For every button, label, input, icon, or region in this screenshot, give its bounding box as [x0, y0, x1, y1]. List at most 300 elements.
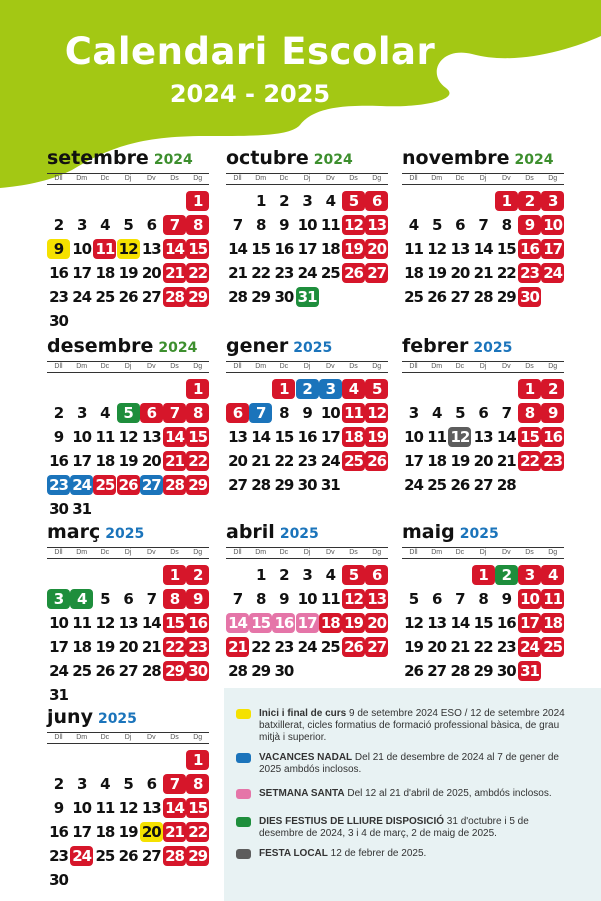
weekday-label: Dll [233, 363, 242, 370]
day-cell: 19 [427, 264, 447, 282]
day-cell: 20 [427, 638, 447, 656]
day-cell: 12 [365, 403, 388, 423]
month-maig [402, 521, 564, 709]
day-cell: 17 [72, 264, 92, 282]
day-cell: 25 [541, 637, 564, 657]
month-name: setembre [47, 147, 149, 169]
weekday-label: Dm [431, 363, 443, 370]
day-cell: 17 [404, 452, 423, 470]
weekday-label: Ds [170, 175, 179, 182]
day-cell: 7 [478, 216, 488, 234]
legend-description: 12 de febrer de 2025. [327, 848, 427, 859]
day-cell: 9 [518, 215, 541, 235]
days-grid [226, 185, 388, 335]
day-cell: 26 [365, 451, 388, 471]
month-header [226, 521, 388, 545]
day-cell: 13 [365, 215, 388, 235]
day-cell: 12 [404, 614, 423, 632]
day-cell: 6 [455, 216, 465, 234]
weekday-label: Dj [479, 363, 487, 370]
day-cell: 24 [404, 476, 423, 494]
legend-text [259, 816, 572, 840]
day-cell: 4 [100, 404, 110, 422]
day-cell: 21 [228, 264, 247, 282]
month-name: abril [226, 521, 275, 543]
day-cell: 19 [118, 264, 138, 282]
day-cell: 6 [431, 590, 442, 608]
day-cell: 26 [404, 662, 423, 680]
day-cell: 26 [450, 476, 470, 494]
weekday-label: Dj [479, 175, 487, 182]
month-header [47, 706, 209, 730]
day-cell: 13 [141, 428, 161, 446]
day-cell: 29 [473, 662, 493, 680]
month-juny [47, 706, 209, 894]
day-cell: 30 [49, 871, 68, 889]
month-header [402, 147, 564, 171]
day-cell: 7 [232, 216, 243, 234]
day-cell: 27 [118, 662, 138, 680]
days-grid [402, 373, 564, 523]
day-cell: 6 [146, 775, 157, 793]
day-cell: 22 [163, 637, 186, 657]
weekday-label: Dc [279, 363, 289, 370]
day-cell: 8 [163, 589, 186, 609]
day-cell: 28 [141, 662, 161, 680]
day-cell: 3 [76, 775, 87, 793]
day-cell: 3 [76, 404, 87, 422]
day-cell: 16 [49, 452, 68, 470]
day-cell: 27 [141, 847, 161, 865]
weekday-header [402, 173, 564, 185]
day-cell: 29 [251, 662, 271, 680]
day-cell: 30 [518, 287, 541, 307]
day-cell: 10 [541, 215, 564, 235]
day-cell: 26 [118, 847, 138, 865]
day-cell: 6 [478, 404, 488, 422]
day-cell: 24 [297, 264, 317, 282]
day-cell: 25 [93, 475, 116, 495]
day-cell: 3 [408, 404, 419, 422]
day-cell: 12 [448, 427, 471, 447]
day-cell: 19 [404, 638, 423, 656]
day-cell: 19 [118, 823, 138, 841]
weekday-label: Dv [147, 549, 156, 556]
day-cell: 6 [226, 403, 249, 423]
day-cell: 27 [427, 662, 447, 680]
legend-swatch [236, 709, 251, 719]
month-year: 2025 [293, 340, 333, 356]
weekday-label: Dj [479, 549, 487, 556]
day-cell: 28 [163, 846, 186, 866]
day-cell: 17 [72, 823, 92, 841]
weekday-label: Dj [124, 549, 132, 556]
day-cell: 30 [274, 288, 294, 306]
day-cell: 12 [342, 589, 365, 609]
day-cell: 20 [141, 264, 161, 282]
day-cell: 1 [518, 379, 541, 399]
day-cell: 21 [226, 637, 249, 657]
legend-item [236, 816, 572, 840]
day-cell: 5 [408, 590, 419, 608]
day-cell: 8 [186, 215, 209, 235]
day-cell: 23 [541, 451, 564, 471]
day-cell: 10 [72, 799, 92, 817]
day-cell: 25 [342, 451, 365, 471]
weekday-label: Dll [233, 175, 242, 182]
month-name: març [47, 521, 101, 543]
day-cell: 16 [496, 614, 516, 632]
day-cell: 9 [186, 589, 209, 609]
day-cell: 20 [228, 452, 247, 470]
weekday-label: Ds [525, 363, 534, 370]
legend-text [259, 752, 572, 776]
day-cell: 20 [141, 452, 161, 470]
weekday-label: Dg [548, 363, 558, 370]
day-cell: 18 [404, 264, 423, 282]
day-cell: 24 [297, 638, 317, 656]
legend-title: FESTA LOCAL [259, 848, 328, 859]
day-cell: 13 [141, 240, 161, 258]
weekday-label: Dv [326, 175, 335, 182]
day-cell: 8 [518, 403, 541, 423]
month-febrer [402, 335, 564, 523]
weekday-label: Dg [193, 363, 203, 370]
days-grid [402, 559, 564, 709]
day-cell: 27 [450, 288, 470, 306]
day-cell: 7 [163, 215, 186, 235]
day-cell: 2 [279, 566, 289, 584]
day-cell: 3 [302, 566, 312, 584]
month-gener [226, 335, 388, 523]
weekday-label: Dll [409, 549, 418, 556]
weekday-header [47, 547, 209, 559]
weekday-label: Dg [193, 175, 203, 182]
weekday-label: Dj [124, 734, 132, 741]
weekday-label: Dv [147, 175, 156, 182]
day-cell: 18 [342, 427, 365, 447]
day-cell: 9 [53, 799, 64, 817]
day-cell: 15 [473, 614, 493, 632]
page-title: Calendari Escolar [64, 30, 436, 73]
weekday-label: Dj [124, 175, 132, 182]
day-cell: 12 [118, 799, 138, 817]
day-cell: 23 [49, 847, 68, 865]
day-cell: 5 [342, 191, 365, 211]
day-cell: 12 [427, 240, 447, 258]
day-cell: 15 [186, 798, 209, 818]
day-cell: 30 [274, 662, 294, 680]
day-cell: 2 [541, 379, 564, 399]
day-cell: 11 [320, 216, 340, 234]
day-cell: 5 [342, 565, 365, 585]
day-cell: 29 [186, 287, 209, 307]
weekday-label: Dg [193, 734, 203, 741]
day-cell: 27 [141, 288, 161, 306]
day-cell: 20 [140, 822, 163, 842]
weekday-label: Dll [409, 363, 418, 370]
day-cell: 27 [365, 263, 388, 283]
day-cell: 29 [163, 661, 186, 681]
day-cell: 21 [450, 638, 470, 656]
day-cell: 15 [163, 613, 186, 633]
day-cell: 30 [496, 662, 516, 680]
day-cell: 20 [365, 239, 388, 259]
weekday-label: Dm [431, 549, 443, 556]
day-cell: 7 [232, 590, 243, 608]
day-cell: 25 [72, 662, 92, 680]
month-setembre [47, 147, 209, 335]
day-cell: 20 [450, 264, 470, 282]
day-cell: 9 [302, 404, 312, 422]
days-grid [402, 185, 564, 335]
weekday-label: Dv [502, 363, 511, 370]
days-grid [226, 559, 388, 709]
month-name: gener [226, 335, 289, 357]
day-cell: 19 [118, 452, 138, 470]
month-year: 2024 [153, 152, 193, 168]
day-cell: 31 [296, 287, 319, 307]
weekday-label: Dg [372, 363, 382, 370]
day-cell: 26 [118, 288, 138, 306]
day-cell: 14 [163, 798, 186, 818]
weekday-header [226, 173, 388, 185]
day-cell: 17 [297, 240, 317, 258]
day-cell: 16 [274, 240, 294, 258]
month-year: 2025 [279, 526, 319, 542]
month-octubre [226, 147, 388, 335]
weekday-label: Dg [548, 175, 558, 182]
day-cell: 2 [279, 192, 289, 210]
day-cell: 12 [118, 428, 138, 446]
month-header [226, 335, 388, 359]
day-cell: 31 [320, 476, 340, 494]
day-cell: 28 [228, 288, 247, 306]
weekday-label: Dm [255, 363, 267, 370]
weekday-label: Dll [54, 549, 63, 556]
day-cell: 28 [163, 475, 186, 495]
day-cell: 24 [70, 475, 93, 495]
month-year: 2024 [514, 152, 554, 168]
day-cell: 23 [274, 638, 294, 656]
day-cell: 23 [186, 637, 209, 657]
legend-swatch [236, 849, 251, 859]
day-cell: 30 [186, 661, 209, 681]
day-cell: 14 [251, 428, 271, 446]
weekday-label: Dc [455, 175, 465, 182]
day-cell: 13 [365, 589, 388, 609]
weekday-label: Dm [76, 363, 88, 370]
day-cell: 1 [186, 750, 209, 770]
legend-panel [224, 688, 601, 901]
day-cell: 15 [249, 613, 272, 633]
day-cell: 24 [320, 452, 340, 470]
weekday-label: Dj [124, 363, 132, 370]
weekday-label: Dg [548, 549, 558, 556]
day-cell: 22 [274, 452, 294, 470]
legend-text [259, 848, 572, 860]
weekday-label: Dc [100, 549, 110, 556]
day-cell: 11 [95, 799, 115, 817]
weekday-header [47, 732, 209, 744]
month-abril [226, 521, 388, 709]
day-cell: 19 [365, 427, 388, 447]
day-cell: 5 [123, 775, 133, 793]
day-cell: 14 [226, 613, 249, 633]
day-cell: 8 [255, 216, 266, 234]
day-cell: 16 [272, 613, 295, 633]
day-cell: 10 [72, 240, 92, 258]
month-year: 2025 [105, 526, 145, 542]
day-cell: 17 [541, 239, 564, 259]
month-header [402, 335, 564, 359]
day-cell: 9 [47, 239, 70, 259]
month-name: octubre [226, 147, 309, 169]
day-cell: 16 [297, 428, 317, 446]
day-cell: 27 [140, 475, 163, 495]
day-cell: 22 [251, 638, 271, 656]
day-cell: 26 [342, 263, 365, 283]
legend-item [236, 788, 572, 800]
day-cell: 13 [228, 428, 247, 446]
legend-title: SETMANA SANTA [259, 788, 345, 799]
day-cell: 11 [342, 403, 365, 423]
day-cell: 25 [95, 288, 115, 306]
day-cell: 13 [118, 614, 138, 632]
day-cell: 25 [427, 476, 447, 494]
day-cell: 17 [296, 613, 319, 633]
day-cell: 21 [473, 264, 493, 282]
day-cell: 22 [186, 451, 209, 471]
legend-item [236, 752, 572, 776]
day-cell: 14 [473, 240, 493, 258]
weekday-label: Ds [349, 363, 358, 370]
weekday-label: Dm [76, 549, 88, 556]
legend-description: Del 12 al 21 d'abril de 2025, ambdós inclosos. [344, 788, 552, 799]
day-cell: 15 [186, 239, 209, 259]
day-cell: 30 [297, 476, 317, 494]
day-cell: 31 [518, 661, 541, 681]
day-cell: 12 [117, 239, 140, 259]
day-cell: 15 [186, 427, 209, 447]
month-header [47, 147, 209, 171]
day-cell: 25 [320, 638, 340, 656]
day-cell: 14 [163, 239, 186, 259]
day-cell: 21 [251, 452, 271, 470]
day-cell: 19 [342, 239, 365, 259]
day-cell: 24 [541, 263, 564, 283]
day-cell: 5 [100, 590, 110, 608]
weekday-label: Ds [525, 175, 534, 182]
day-cell: 18 [95, 823, 115, 841]
day-cell: 4 [100, 775, 110, 793]
day-cell: 2 [518, 191, 541, 211]
day-cell: 2 [53, 404, 64, 422]
day-cell: 4 [342, 379, 365, 399]
day-cell: 19 [450, 452, 470, 470]
day-cell: 31 [49, 686, 68, 704]
weekday-header [226, 547, 388, 559]
weekday-label: Dv [326, 363, 335, 370]
weekday-label: Dc [279, 175, 289, 182]
day-cell: 24 [518, 637, 541, 657]
day-cell: 9 [53, 428, 64, 446]
day-cell: 6 [365, 565, 388, 585]
day-cell: 6 [146, 216, 157, 234]
weekday-label: Dg [372, 549, 382, 556]
day-cell: 22 [186, 822, 209, 842]
day-cell: 24 [49, 662, 68, 680]
legend-item [236, 708, 572, 744]
legend-description: Del 21 de desembre de 2024 al 7 de gener de 2025 ambdós inclosos. [259, 752, 559, 775]
day-cell: 13 [427, 614, 447, 632]
day-cell: 15 [518, 427, 541, 447]
month-novembre [402, 147, 564, 335]
day-cell: 18 [427, 452, 447, 470]
weekday-label: Dc [279, 549, 289, 556]
day-cell: 1 [472, 565, 495, 585]
day-cell: 26 [427, 288, 447, 306]
weekday-label: Dv [502, 175, 511, 182]
day-cell: 29 [186, 475, 209, 495]
weekday-label: Dv [502, 549, 511, 556]
day-cell: 8 [478, 590, 488, 608]
days-grid [226, 373, 388, 523]
day-cell: 14 [163, 427, 186, 447]
day-cell: 14 [228, 240, 247, 258]
weekday-label: Dj [303, 175, 311, 182]
month-header [402, 521, 564, 545]
day-cell: 24 [72, 288, 92, 306]
legend-item [236, 848, 572, 860]
day-cell: 10 [297, 216, 317, 234]
day-cell: 29 [251, 288, 271, 306]
day-cell: 9 [279, 590, 289, 608]
day-cell: 14 [496, 428, 516, 446]
weekday-label: Dj [303, 363, 311, 370]
day-cell: 1 [255, 192, 266, 210]
day-cell: 28 [473, 288, 493, 306]
day-cell: 8 [279, 404, 289, 422]
day-cell: 14 [141, 614, 161, 632]
day-cell: 1 [186, 379, 209, 399]
legend-swatch [236, 753, 251, 763]
legend-title: Inici i final de curs [259, 708, 347, 719]
legend-swatch [236, 789, 251, 799]
day-cell: 2 [296, 379, 319, 399]
day-cell: 17 [49, 638, 68, 656]
weekday-label: Dv [147, 363, 156, 370]
day-cell: 28 [251, 476, 271, 494]
weekday-label: Dll [54, 175, 63, 182]
day-cell: 18 [95, 264, 115, 282]
day-cell: 2 [53, 775, 64, 793]
day-cell: 22 [496, 264, 516, 282]
weekday-label: Dg [193, 549, 203, 556]
day-cell: 19 [342, 613, 365, 633]
day-cell: 29 [496, 288, 516, 306]
day-cell: 27 [473, 476, 493, 494]
day-cell: 22 [473, 638, 493, 656]
day-cell: 16 [518, 239, 541, 259]
day-cell: 21 [496, 452, 516, 470]
weekday-label: Dc [100, 175, 110, 182]
day-cell: 6 [140, 403, 163, 423]
day-cell: 28 [163, 287, 186, 307]
month-name: juny [47, 706, 93, 728]
weekday-label: Ds [170, 734, 179, 741]
day-cell: 7 [146, 590, 157, 608]
